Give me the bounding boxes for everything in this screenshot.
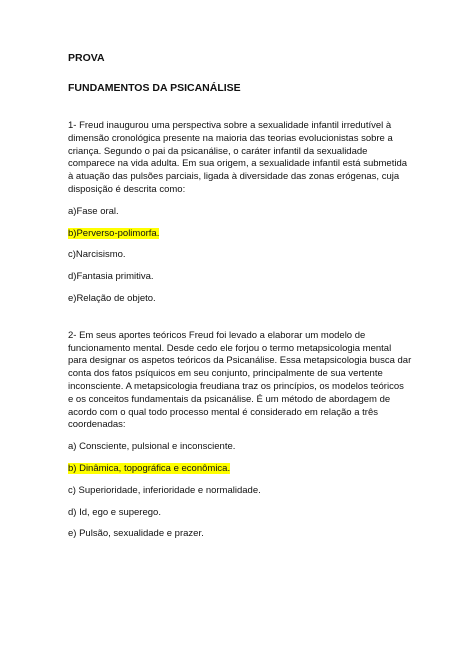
question-1-line: comparece na vida adulta. Em sua origem, a sexualidade infantil está submetida [68,158,408,170]
question-2-line: inconsciente. A metapsicologia freudiana traz os princípios, os modelos teóricos [68,380,404,392]
question-1-option-c [68,249,408,262]
document-subject: FUNDAMENTOS DA PSICANÁLISE [68,82,241,94]
question-2-option-e [68,528,408,541]
question-2-line: coordenadas: [68,419,126,431]
question-2-line: acordo com o qual todo processo mental é considerado em relação a três [68,406,378,418]
option-text: a)Fase oral. [68,205,119,217]
option-text: d) Id, ego e superego. [68,506,161,518]
question-1-line: disposição é descrita como: [68,183,186,195]
question-2-option-a [68,441,408,454]
question-1 [68,120,408,306]
question-2-line: funcionamento mental. Desde cedo ele forjou o termo metapsicologia mental [68,342,392,354]
question-2-line: 2- Em seus aportes teóricos Freud foi levado a elaborar um modelo de [68,329,366,341]
question-2 [68,329,412,541]
option-text: e) Pulsão, sexualidade e prazer. [68,528,204,540]
question-1-line: 1- Freud inaugurou uma perspectiva sobre a sexualidade infantil irredutível à [68,120,392,131]
option-text: a) Consciente, pulsional e inconsciente. [68,441,236,453]
question-2-text [68,329,412,432]
question-1-text [68,120,408,197]
question-2-options [68,441,408,541]
question-1-option-b [68,228,408,241]
question-1-line: criança. Segundo o pai da psicanálise, o caráter infantil da sexualidade [68,145,368,157]
question-1-line: dimensão cronológica presente na maioria das teorias evolucionistas sobre a [68,132,393,144]
document-label: PROVA [68,52,105,64]
question-2-option-d [68,507,408,520]
question-2-line: conta dos fatos psíquicos em seu conjunto, principalmente de sua vertente [68,368,383,380]
option-text-highlighted: b)Perverso-polimorfa. [68,227,160,239]
question-1-option-d [68,271,408,284]
question-2-option-b [68,463,408,476]
question-1-options [68,206,408,306]
option-text: d)Fantasia primitiva. [68,271,154,283]
question-1-line: à atuação das pulsões parciais, ligada à diversidade das zonas erógenas, cuja [68,171,400,183]
option-text: c) Superioridade, inferioridade e normalidade. [68,484,261,496]
document-page [68,52,412,541]
question-2-line: para designar os aspetos teóricos da Psicanálise. Essa metapsicologia busca dar [68,355,412,367]
question-2-line: e os conceitos fundamentais da psicanálise. É um método de abordagem de [68,393,391,405]
option-text: e)Relação de objeto. [68,292,156,304]
question-1-option-e [68,293,408,306]
option-text-highlighted: b) Dinâmica, topográfica e econômica. [68,462,231,474]
question-1-option-a [68,206,408,219]
option-text: c)Narcisismo. [68,249,126,261]
question-2-option-c [68,485,408,498]
